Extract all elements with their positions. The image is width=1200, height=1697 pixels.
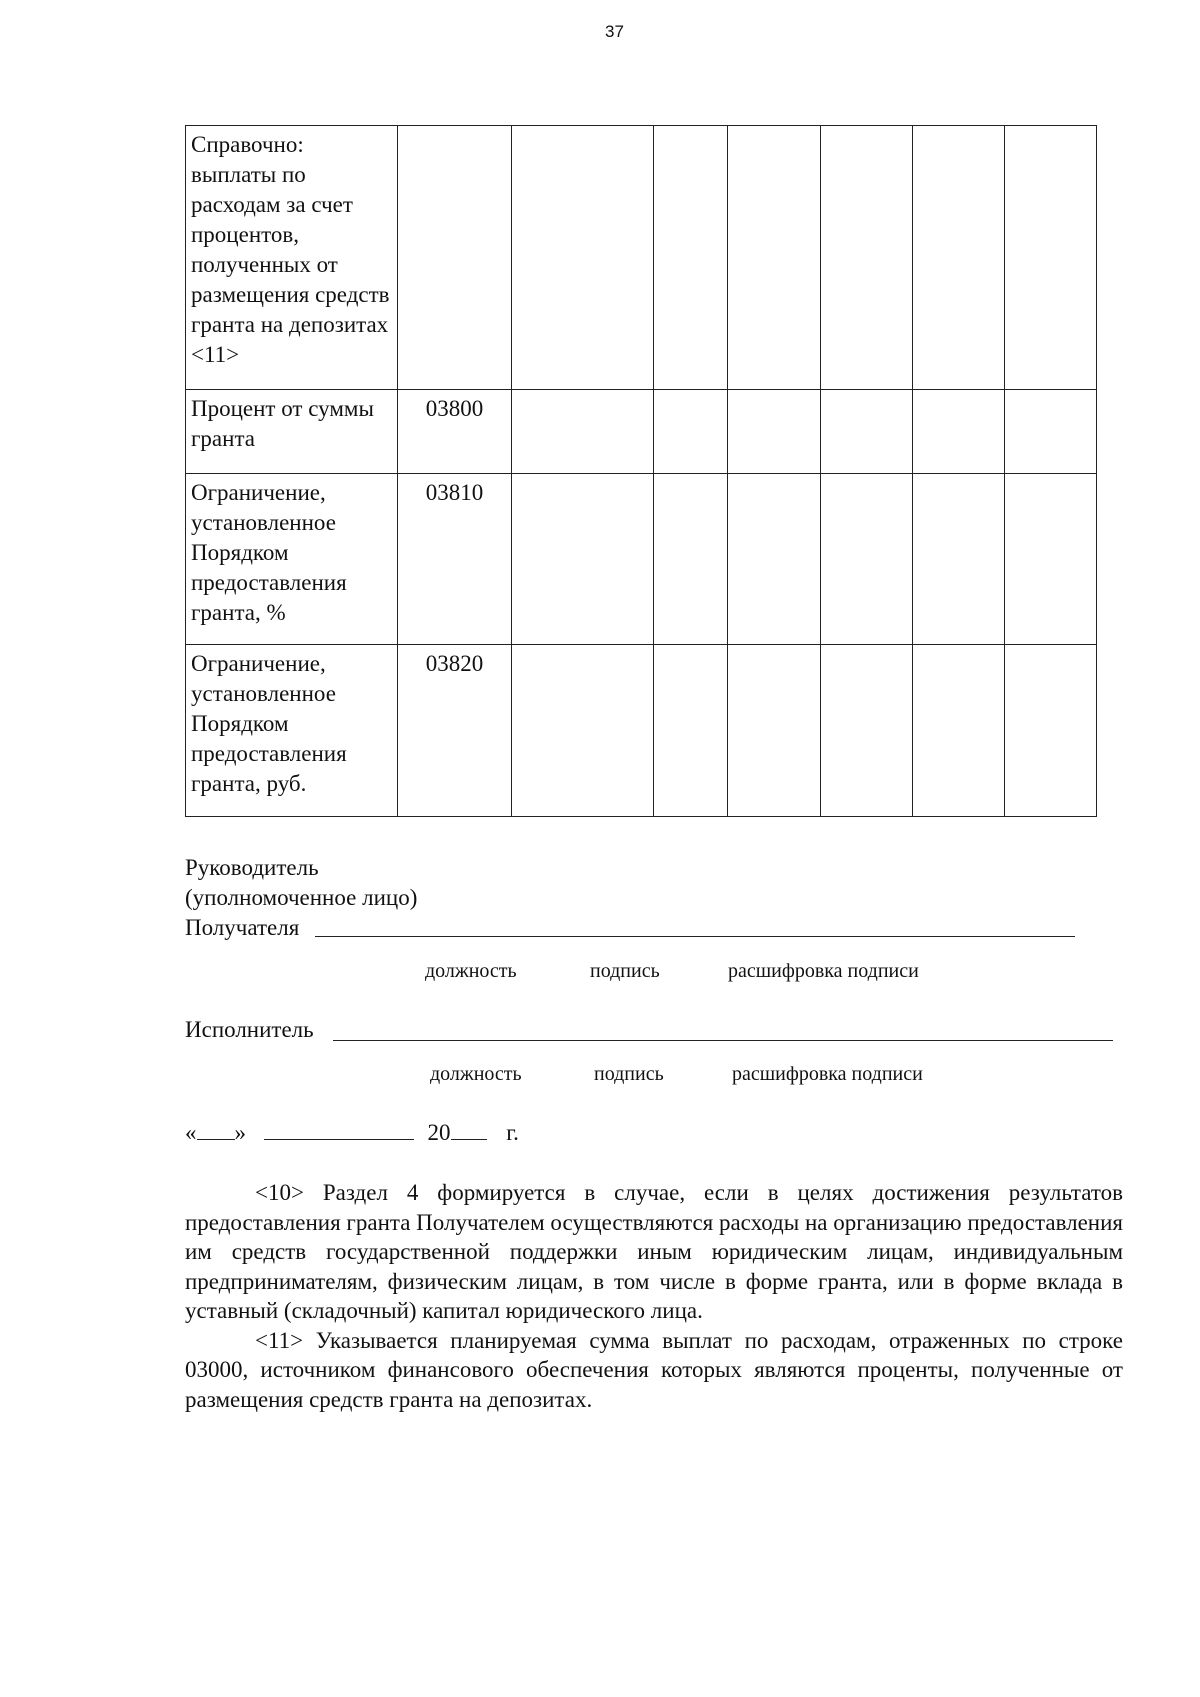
table-cell [1005, 645, 1097, 817]
caption-position: должность [430, 1063, 522, 1085]
date-open-quote: « [185, 1120, 197, 1145]
head-title-line3: Получателя [185, 915, 300, 940]
table-cell [512, 645, 654, 817]
table-cell [512, 126, 654, 390]
year-blank [451, 1117, 487, 1140]
footnote-11: <11> Указывается планируемая сумма выплат по расходам, отраженных по строке 03000, источником финансового обеспечения которых являются проценты, полученные от размещения средств гранта на депозитах. [185, 1327, 1123, 1412]
row-code [398, 126, 512, 390]
row-label: Справочно: выплаты по расходам за счет процентов, полученных от размещения средств гранта на депозитах <11> [186, 126, 398, 390]
table-row [186, 474, 1097, 645]
head-title-line1: Руководитель [185, 855, 319, 880]
row-code: 03820 [398, 645, 512, 817]
table-cell [821, 126, 913, 390]
table-cell [512, 474, 654, 645]
table-cell [728, 645, 821, 817]
table-cell [913, 645, 1005, 817]
row-code: 03810 [398, 474, 512, 645]
caption-signature: подпись [590, 960, 660, 982]
table-cell [728, 474, 821, 645]
table-cell [821, 645, 913, 817]
table-row [186, 390, 1097, 474]
report-table [185, 125, 1097, 817]
head-title-line2: (уполномоченное лицо) [185, 885, 418, 910]
table-cell [821, 390, 913, 474]
caption-decoding: расшифровка подписи [728, 960, 919, 982]
date-close-quote: » [234, 1120, 246, 1145]
caption-signature: подпись [594, 1063, 664, 1085]
year-suffix: г. [506, 1120, 519, 1145]
table-row [186, 126, 1097, 390]
year-prefix: 20 [427, 1120, 451, 1145]
table-cell [654, 390, 728, 474]
table-cell [654, 126, 728, 390]
table-cell [654, 645, 728, 817]
date-row [185, 1117, 519, 1146]
footnote-10: <10> Раздел 4 формируется в случае, если в целях достижения результатов предоставления гранта Получателем осуществляются расходы на организацию предоставления им средств государственной поддержки иным юридическим лицам, индивидуальным предпринимателям, физическим лицам, в том числе в форме гранта, или в форме вклада в уставный (складочный) капитал юридического лица. [185, 1180, 1124, 1323]
day-blank [197, 1117, 235, 1140]
executor-signature-line [333, 1040, 1113, 1041]
row-label: Ограничение, установленное Порядком предоставления гранта, руб. [186, 645, 398, 817]
table-cell [728, 126, 821, 390]
table-cell [1005, 390, 1097, 474]
table-cell [1005, 474, 1097, 645]
table-cell [913, 126, 1005, 390]
row-code: 03800 [398, 390, 512, 474]
head-signature-line [315, 936, 1075, 937]
month-blank [264, 1117, 414, 1140]
caption-position: должность [425, 960, 517, 982]
table-row [186, 645, 1097, 817]
row-label: Ограничение, установленное Порядком предоставления гранта, % [186, 474, 398, 645]
caption-decoding: расшифровка подписи [732, 1063, 923, 1085]
table-cell [1005, 126, 1097, 390]
table-cell [654, 474, 728, 645]
footnotes [185, 1178, 1123, 1414]
table-cell [512, 390, 654, 474]
table-cell [913, 474, 1005, 645]
table-cell [821, 474, 913, 645]
row-label: Процент от суммы гранта [186, 390, 398, 474]
executor-title: Исполнитель [185, 1017, 314, 1042]
page-number: 37 [605, 22, 624, 41]
table-cell [728, 390, 821, 474]
table-cell [913, 390, 1005, 474]
